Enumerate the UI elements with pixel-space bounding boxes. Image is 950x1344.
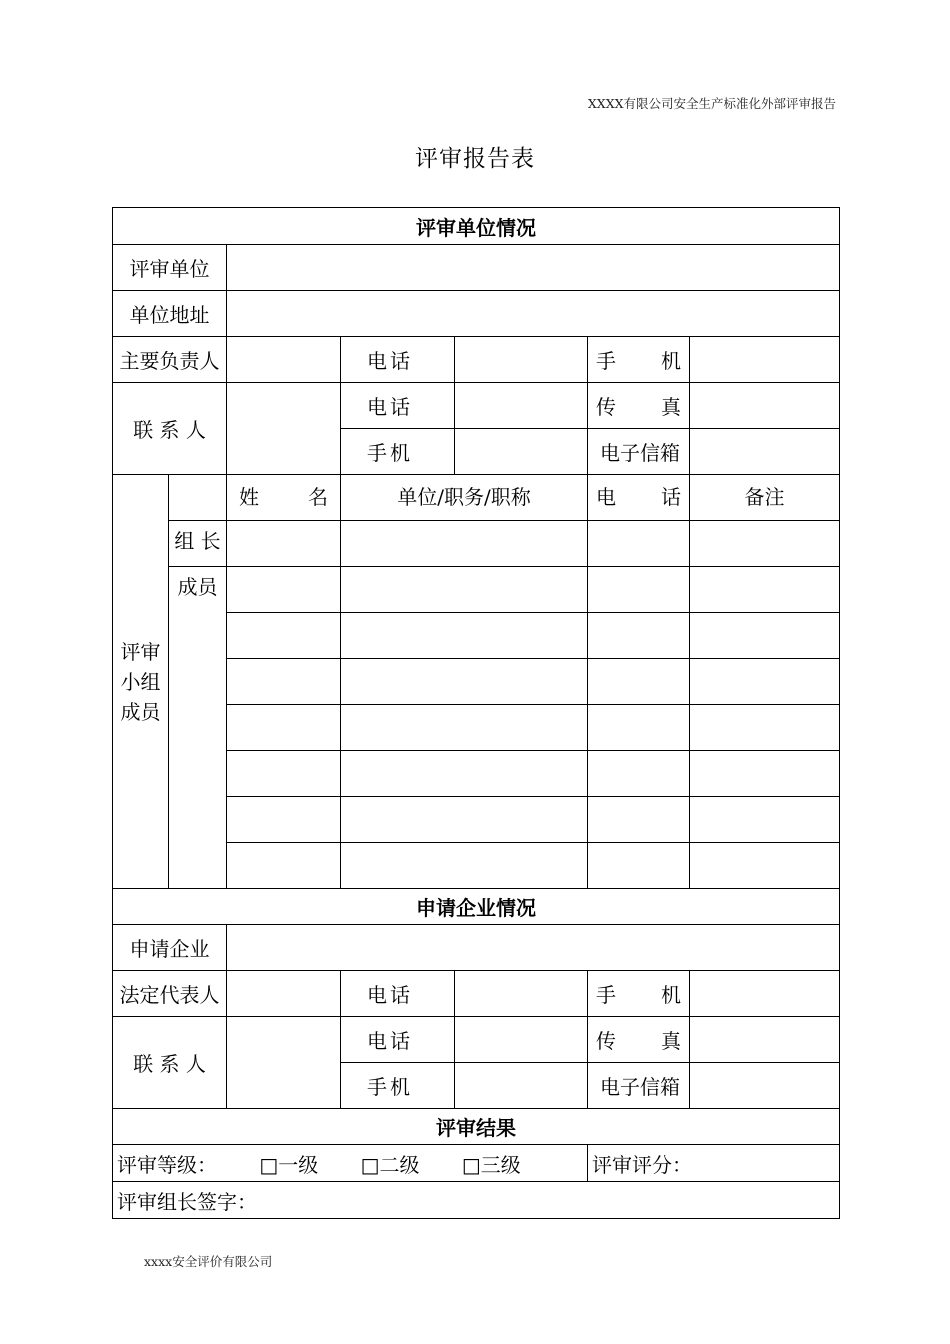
- applicant-email-field[interactable]: [690, 1063, 840, 1109]
- applicant-contact-mobile-field[interactable]: [455, 1063, 588, 1109]
- member-remark[interactable]: [690, 797, 840, 843]
- reviewer-unit-label: 评审单位: [113, 245, 227, 291]
- member-remark[interactable]: [690, 751, 840, 797]
- reviewer-email-field[interactable]: [690, 429, 840, 475]
- reviewer-contact-field[interactable]: [227, 383, 341, 475]
- document-title: 评审报告表: [415, 146, 535, 172]
- reviewer-address-field[interactable]: [227, 291, 840, 337]
- team-col-phone: 电 话: [588, 475, 690, 521]
- section-title-reviewer: 评审单位情况: [113, 208, 840, 245]
- member-phone[interactable]: [588, 659, 690, 705]
- member-title[interactable]: [341, 567, 588, 613]
- reviewer-contact-phone-field[interactable]: [455, 383, 588, 429]
- team-col-title: 单位/职务/职称: [341, 475, 588, 521]
- grade-option-2-checkbox[interactable]: □二级: [360, 1152, 420, 1177]
- member-name[interactable]: [227, 797, 341, 843]
- member-title[interactable]: [341, 613, 588, 659]
- member-remark[interactable]: [690, 843, 840, 889]
- reviewer-leader-field[interactable]: [227, 337, 341, 383]
- applicant-fax-label: 传 真: [588, 1017, 690, 1063]
- member-name[interactable]: [227, 659, 341, 705]
- reviewer-leader-mobile-label: 手 机: [588, 337, 690, 383]
- member-phone[interactable]: [588, 567, 690, 613]
- reviewer-leader-label: 主要负责人: [113, 337, 227, 383]
- applicant-rep-mobile-field[interactable]: [690, 971, 840, 1017]
- member-title[interactable]: [341, 705, 588, 751]
- member-phone[interactable]: [588, 797, 690, 843]
- applicant-contact-mobile-label: 手 机: [341, 1063, 455, 1109]
- review-team-label: 评审小组成员: [113, 475, 169, 889]
- reviewer-contact-mobile-label: 手 机: [341, 429, 455, 475]
- team-col-name: 姓 名: [227, 475, 341, 521]
- review-grade-label: 评审等级：: [117, 1152, 217, 1177]
- reviewer-leader-mobile-field[interactable]: [690, 337, 840, 383]
- member-phone[interactable]: [588, 705, 690, 751]
- team-leader-remark[interactable]: [690, 521, 840, 567]
- grade-option-3-checkbox[interactable]: □三级: [461, 1152, 521, 1177]
- reviewer-contact-mobile-field[interactable]: [455, 429, 588, 475]
- member-remark[interactable]: [690, 613, 840, 659]
- member-remark[interactable]: [690, 567, 840, 613]
- section-title-result: 评审结果: [113, 1109, 840, 1145]
- applicant-company-label: 申请企业: [113, 925, 227, 971]
- member-name[interactable]: [227, 751, 341, 797]
- member-phone[interactable]: [588, 843, 690, 889]
- applicant-legal-rep-label: 法定代表人: [113, 971, 227, 1017]
- team-col-remark: 备注: [690, 475, 840, 521]
- reviewer-contact-phone-label: 电 话: [341, 383, 455, 429]
- member-remark[interactable]: [690, 659, 840, 705]
- member-title[interactable]: [341, 797, 588, 843]
- reviewer-fax-field[interactable]: [690, 383, 840, 429]
- reviewer-leader-phone-label: 电 话: [341, 337, 455, 383]
- applicant-email-label: 电子信箱: [588, 1063, 690, 1109]
- member-name[interactable]: [227, 705, 341, 751]
- team-member-label: 成员: [169, 567, 227, 889]
- reviewer-email-label: 电子信箱: [588, 429, 690, 475]
- header-note: XXXX有限公司安全生产标准化外部评审报告: [587, 96, 836, 111]
- team-leader-name[interactable]: [227, 521, 341, 567]
- applicant-contact-label: 联 系 人: [113, 1017, 227, 1109]
- review-score-cell[interactable]: [588, 1145, 840, 1182]
- reviewer-address-label: 单位地址: [113, 291, 227, 337]
- member-name[interactable]: [227, 567, 341, 613]
- applicant-rep-phone-field[interactable]: [455, 971, 588, 1017]
- team-leader-label: 组 长: [169, 521, 227, 567]
- member-remark[interactable]: [690, 705, 840, 751]
- review-report-table: [112, 207, 840, 1219]
- applicant-legal-rep-field[interactable]: [227, 971, 341, 1017]
- applicant-rep-phone-label: 电 话: [341, 971, 455, 1017]
- team-header-blank: [169, 475, 227, 521]
- member-phone[interactable]: [588, 751, 690, 797]
- applicant-contact-phone-field[interactable]: [455, 1017, 588, 1063]
- reviewer-contact-label: 联 系 人: [113, 383, 227, 475]
- leader-signature-label: 评审组长签字：: [117, 1189, 257, 1214]
- team-leader-phone[interactable]: [588, 521, 690, 567]
- member-title[interactable]: [341, 843, 588, 889]
- reviewer-fax-label: 传 真: [588, 383, 690, 429]
- applicant-fax-field[interactable]: [690, 1017, 840, 1063]
- member-title[interactable]: [341, 659, 588, 705]
- section-title-applicant: 申请企业情况: [113, 889, 840, 925]
- team-leader-title[interactable]: [341, 521, 588, 567]
- review-grade-row: [113, 1145, 588, 1182]
- member-phone[interactable]: [588, 613, 690, 659]
- leader-signature-cell[interactable]: [113, 1182, 840, 1219]
- applicant-contact-field[interactable]: [227, 1017, 341, 1109]
- reviewer-leader-phone-field[interactable]: [455, 337, 588, 383]
- member-title[interactable]: [341, 751, 588, 797]
- grade-option-1-checkbox[interactable]: □一级: [259, 1152, 319, 1177]
- reviewer-unit-field[interactable]: [227, 245, 840, 291]
- applicant-company-field[interactable]: [227, 925, 840, 971]
- footer-note: xxxx安全评价有限公司: [144, 1254, 273, 1269]
- member-name[interactable]: [227, 613, 341, 659]
- applicant-contact-phone-label: 电 话: [341, 1017, 455, 1063]
- member-name[interactable]: [227, 843, 341, 889]
- applicant-rep-mobile-label: 手 机: [588, 971, 690, 1017]
- review-score-label: 评审评分：: [592, 1152, 692, 1177]
